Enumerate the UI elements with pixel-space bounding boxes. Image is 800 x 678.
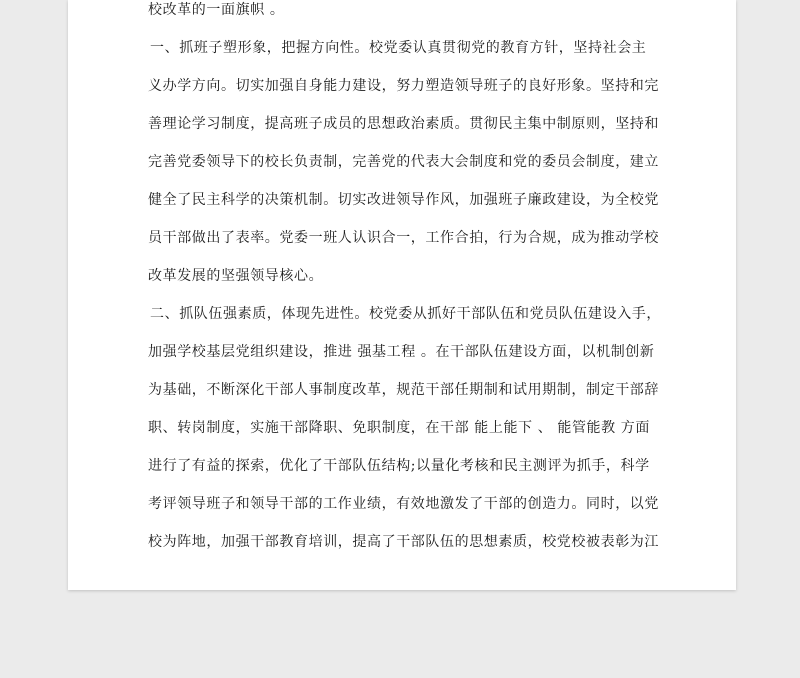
paragraph-line: 一、抓班子塑形象，把握方向性。校党委认真贯彻党的教育方针，坚持社会主: [150, 40, 647, 56]
paragraph-line: 改革发展的坚强领导核心。: [148, 268, 324, 284]
paragraph-line: 员干部做出了表率。党委一班人认识合一，工作合拍，行为合规，成为推动学校: [148, 230, 659, 246]
paragraph-line: 为基础，不断深化干部人事制度改革，规范干部任期制和试用期制，制定干部辞: [148, 382, 659, 398]
paragraph-line: 校为阵地，加强干部教育培训，提高了干部队伍的思想素质，校党校被表彰为江: [148, 534, 659, 550]
document-page: [68, 0, 736, 590]
paragraph-line: 考评领导班子和领导干部的工作业绩，有效地激发了干部的创造力。同时，以党: [148, 496, 659, 512]
paragraph-line: 职、转岗制度，实施干部降职、免职制度，在干部 能上能下 、 能管能教 方面: [148, 420, 650, 436]
paragraph-line: 进行了有益的探索，优化了干部队伍结构;以量化考核和民主测评为抓手，科学: [148, 458, 650, 474]
paragraph-line: 健全了民主科学的决策机制。切实改进领导作风，加强班子廉政建设，为全校党: [148, 192, 659, 208]
paragraph-line: 加强学校基层党组织建设，推进 强基工程 。在干部队伍建设方面，以机制创新: [148, 344, 655, 360]
paragraph-line: 善理论学习制度，提高班子成员的思想政治素质。贯彻民主集中制原则，坚持和: [148, 116, 659, 132]
paragraph-line: 二、抓队伍强素质，体现先进性。校党委从抓好干部队伍和党员队伍建设入手，: [150, 306, 661, 322]
paragraph-line: 完善党委领导下的校长负责制，完善党的代表大会制度和党的委员会制度，建立: [148, 154, 659, 170]
paragraph-line: 校改革的一面旗帜 。: [148, 2, 285, 18]
paragraph-line: 义办学方向。切实加强自身能力建设，努力塑造领导班子的良好形象。坚持和完: [148, 78, 659, 94]
